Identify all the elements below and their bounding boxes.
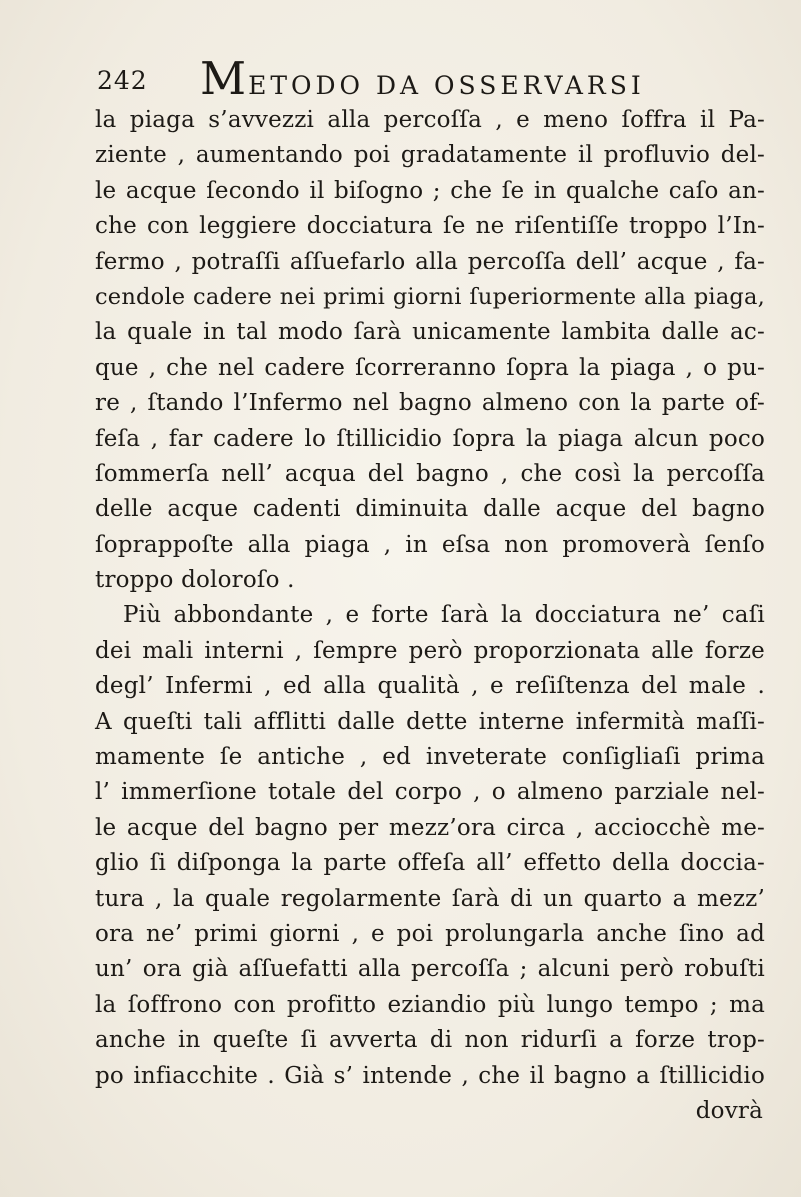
text-line: cendole cadere nei primi giorni ſuperiormente alla piaga,: [95, 283, 765, 310]
running-title-rest: ETODO DA OSSERVARSI: [248, 71, 645, 100]
text-line: re , ſtando l’Infermo nel bagno almeno con la parte of-: [95, 390, 765, 417]
text-line: anche in queſte ſi avverta di non ridurſi a forze trop-: [95, 1027, 765, 1054]
running-header: [97, 52, 657, 105]
text-line: la quale in tal modo ſarà unicamente lambita dalle ac-: [95, 319, 765, 346]
text-line: la ſoffrono con profitto eziandio più lungo tempo ; ma: [95, 991, 765, 1018]
text-line: ora ne’ primi giorni , e poi prolungarla anche ſino ad: [95, 920, 765, 947]
text-line: feſa , far cadere lo ſtillicidio ſopra la piaga alcun poco: [95, 425, 765, 452]
text-line: dei mali interni , ſempre però proporzionata alle forze: [95, 637, 765, 664]
running-title: [200, 52, 645, 105]
text-line: troppo doloroſo .: [95, 567, 295, 594]
text-line: que , che nel cadere ſcorreranno ſopra la piaga , o pu-: [95, 354, 765, 381]
text-line: che con leggiere docciatura ſe ne riſentiſſe troppo l’In-: [95, 213, 765, 240]
text-line: l’ immerſione totale del corpo , o almeno parziale nel-: [95, 779, 765, 806]
page-number: 242: [97, 66, 148, 95]
text-line: un’ ora già aſſuefatti alla percoſſa ; alcuni però robuſti: [95, 956, 765, 983]
text-line: tura , la quale regolarmente ſarà di un quarto a mezz’: [95, 885, 765, 912]
text-line: mamente ſe antiche , ed inveterate conſigliaſi prima: [95, 744, 765, 771]
catchword: dovrà: [695, 1097, 763, 1124]
text-line: ſoprappoſte alla piaga , in eſsa non promoverà ſenſo: [95, 531, 765, 558]
text-line: po infiacchite . Già s’ intende , che il bagno a ſtillicidio: [95, 1062, 765, 1089]
text-line: ſommerſa nell’ acqua del bagno , che così la percoſſa: [95, 460, 765, 487]
text-line: le acque del bagno per mezz’ora circa , acciocchè me-: [95, 814, 765, 841]
body-text: [95, 103, 765, 1129]
text-line: fermo , potraſſi aſſuefarlo alla percoſſa dell’ acque , fa-: [95, 248, 765, 275]
text-line: glio ſi diſponga la parte offeſa all’ effetto della doccia-: [95, 850, 765, 877]
text-line: la piaga s’avvezzi alla percoſſa , e meno ſoffra il Pa-: [95, 107, 765, 133]
paragraph-first-line: Più abbondante , e forte ſarà la docciatura ne’ caſi: [123, 602, 765, 629]
text-line: le acque ſecondo il biſogno ; che ſe in qualche caſo an-: [95, 177, 765, 204]
text-line: ziente , aumentando poi gradatamente il profluvio del-: [95, 142, 765, 169]
text-line: A queſti tali afflitti dalle dette interne infermità maſſi-: [95, 708, 765, 735]
text-line: delle acque cadenti diminuita dalle acque del bagno: [95, 496, 765, 523]
running-title-initial: M: [200, 52, 249, 105]
text-line: degl’ Infermi , ed alla qualità , e reſiſtenza del male .: [95, 673, 765, 700]
